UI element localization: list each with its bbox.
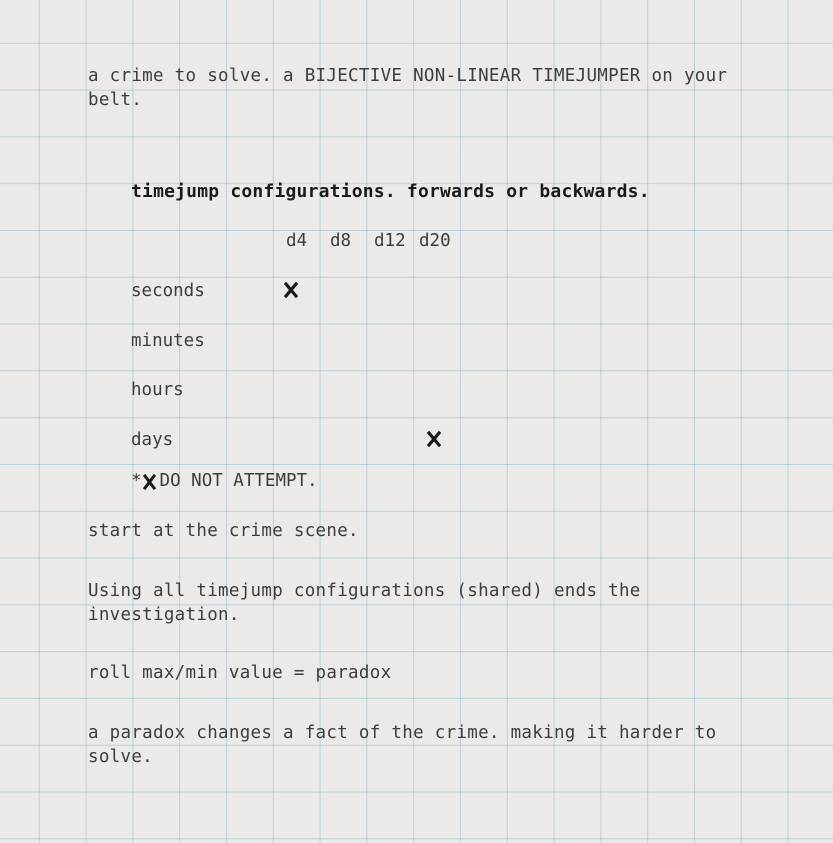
note-text: DO NOT ATTEMPT.	[159, 471, 318, 491]
rule-paradox-effect: a paradox changes a fact of the crime. making it harder to solve.	[88, 723, 728, 767]
column-d4: d4	[286, 231, 308, 251]
rule-paradox-roll: roll max/min value = paradox	[88, 663, 392, 683]
rule-crime-scene: start at the crime scene.	[88, 521, 359, 541]
note-asterisk: *	[131, 471, 142, 491]
x-mark-icon	[284, 282, 298, 298]
x-mark-icon	[143, 473, 156, 489]
x-mark-icon	[427, 431, 441, 447]
do-not-attempt-note	[131, 469, 318, 493]
config-table-title: timejump configurations. forwards or backwards.	[131, 181, 650, 202]
column-d12: d12	[374, 231, 406, 251]
row-label-hours: hours	[131, 380, 184, 400]
row-label-days: days	[131, 430, 174, 450]
column-d8: d8	[330, 231, 352, 251]
column-d20: d20	[419, 231, 451, 251]
rule-shared-configurations: Using all timejump configurations (shared) ends the investigation.	[88, 581, 652, 625]
intro-text: a crime to solve. a BIJECTIVE NON-LINEAR TIMEJUMPER on your belt.	[88, 66, 739, 110]
row-label-minutes: minutes	[131, 331, 205, 351]
row-label-seconds: seconds	[131, 281, 205, 301]
